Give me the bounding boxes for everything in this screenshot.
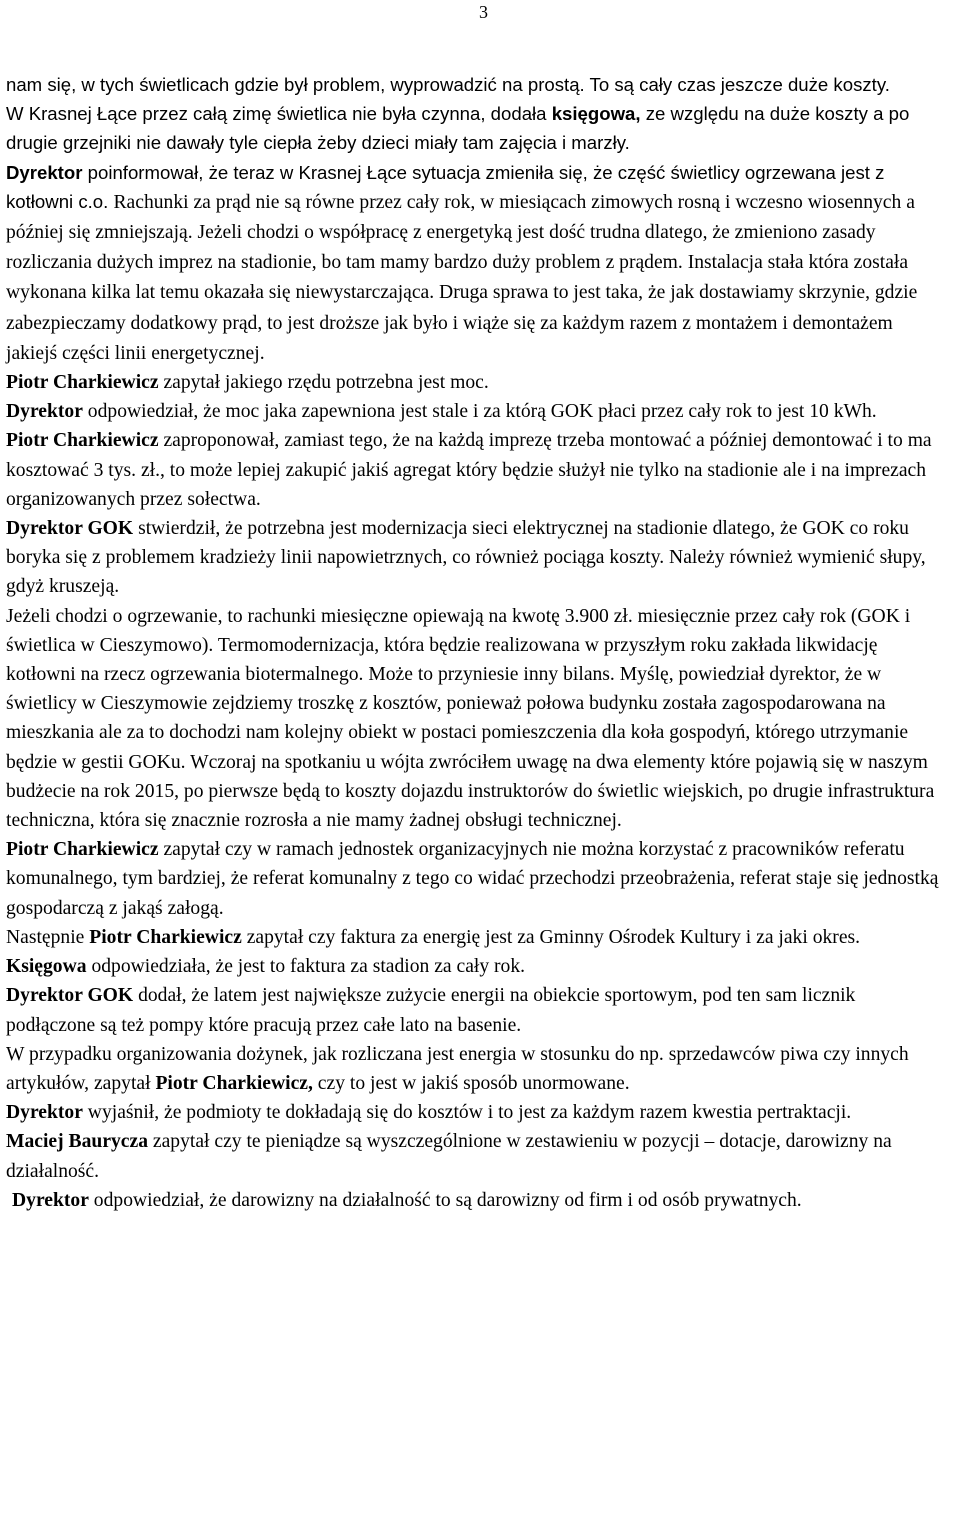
paragraph-text: Następnie bbox=[6, 926, 90, 948]
speaker-name: Maciej Baurycza bbox=[6, 1131, 148, 1153]
paragraph bbox=[6, 923, 948, 952]
paragraph bbox=[6, 1098, 948, 1127]
paragraph bbox=[6, 368, 948, 397]
paragraph bbox=[6, 1186, 948, 1215]
paragraph-text: zaproponował, zamiast tego, że na każdą imprezę trzeba montować a później demontować i to ma kosztować 3 tys. zł., to może lepiej zakupić jakiś agregat który będzie służył nie tylko na stadionie ale i na imprezach organizowanych przez sołectwa. bbox=[6, 430, 932, 510]
paragraph-text: poinformował, że teraz w Krasnej Łące sytuacja zmieniła się, że część świetlicy ogrzewana jest z kotłowni c.o. bbox=[6, 161, 885, 212]
speaker-name: Piotr Charkiewicz bbox=[6, 430, 159, 452]
speaker-name: Dyrektor bbox=[6, 1102, 83, 1124]
paragraph bbox=[6, 397, 948, 426]
speaker-name: Piotr Charkiewicz bbox=[6, 839, 159, 861]
speaker-name: Dyrektor GOK bbox=[6, 985, 134, 1007]
paragraph-text: odpowiedział, że darowizny na działalność to są darowizny od firm i od osób prywatnych. bbox=[88, 1189, 802, 1211]
paragraph-text: Jeżeli chodzi o ogrzewanie, to rachunki miesięczne opiewają na kwotę 3.900 zł. miesięcznie przez cały rok (GOK i świetlica w Cieszymowo). Termomodernizacja, która będzie realizowana w przyszłym roku zakłada likwidację kotłowni na rzecz ogrzewania biotermalnego. Może to przyniesie inny bilans. Myślę, powiedział dyrektor, że w świetlicy w Cieszymowie zejdziemy troszkę z kosztów, ponieważ połowa budynku została zagospodarowana na mieszkania ale za to dochodzi nam kolejny obiekt w postaci pomieszczenia dla koła gospodyń, którego utrzymanie będzie w gestii GOKu. Wczoraj na spotkaniu u wójta zwróciłem uwagę na dwa elementy które pojawią się w naszym budżecie na rok 2015, po pierwsze będą to koszty dojazdu instruktorów do świetlic wiejskich, po drugie infrastruktura techniczna, która się znacznie rozrosła a nie mamy żadnej obsługi technicznej. bbox=[6, 605, 935, 832]
paragraph-text: odpowiedziała, że jest to faktura za stadion za cały rok. bbox=[86, 956, 526, 978]
paragraph-text: zapytał jakiego rzędu potrzebna jest moc. bbox=[158, 372, 489, 394]
paragraph bbox=[6, 158, 948, 368]
paragraph bbox=[6, 602, 948, 836]
paragraph bbox=[6, 70, 948, 99]
paragraph bbox=[6, 981, 948, 1039]
paragraph bbox=[6, 835, 948, 923]
paragraph-text: W przypadku organizowania dożynek, jak rozliczana jest energia w stosunku do np. sprzedawców piwa czy innych artykułów, zapytał bbox=[6, 1043, 909, 1094]
speaker-name: Piotr Charkiewicz, bbox=[155, 1072, 313, 1094]
paragraph-text: zapytał czy te pieniądze są wyszczególnione w zestawieniu w pozycji – dotacje, darowizny na działalność. bbox=[6, 1131, 892, 1182]
paragraph bbox=[6, 426, 948, 514]
page-number: 3 bbox=[479, 2, 488, 22]
paragraph-text: Rachunki za prąd nie są równe przez cały rok, w miesiącach zimowych rosną i wczesno wiosennych a później się zmniejszają. Jeżeli chodzi o współpracę z energetyką jest dość trudna dlatego, że zmieniono zasady rozliczania dużych imprez na stadionie, bo tam mamy bardzo duży problem z prądem. Instalacja stała która została wykonana kilka lat temu okazała się niewystarczająca. Druga sprawa to jest taka, że jak dostawiamy skrzynie, gdzie zabezpieczamy dodatkowy prąd, to jest droższe jak było i wiąże się za każdym razem z montażem i demontażem jakiejś części linii energetycznej. bbox=[6, 191, 918, 364]
paragraph-text: wyjaśnił, że podmioty te dokładają się do kosztów i to jest za każdym razem kwestia pertraktacji. bbox=[82, 1102, 852, 1124]
speaker-name: Księgowa bbox=[6, 956, 87, 978]
paragraph bbox=[6, 952, 948, 981]
speaker-name: Dyrektor bbox=[6, 161, 83, 183]
paragraph bbox=[6, 1127, 948, 1185]
paragraph-text: dodał, że latem jest największe zużycie energii na obiekcie sportowym, pod ten sam licznik podłączone są też pompy które pracują przez całe lato na basenie. bbox=[6, 985, 856, 1036]
paragraph bbox=[6, 514, 948, 602]
paragraph-text: ze względu na duże koszty a po drugie grzejniki nie dawały tyle ciepła żeby dzieci miały tam zajęcia i marzły. bbox=[6, 103, 910, 154]
speaker-name: Dyrektor bbox=[12, 1189, 89, 1211]
speaker-name: Dyrektor GOK bbox=[6, 518, 134, 540]
speaker-name: Dyrektor bbox=[6, 401, 83, 423]
paragraph bbox=[6, 1040, 948, 1098]
paragraph bbox=[6, 99, 948, 157]
document-body bbox=[6, 70, 948, 1215]
paragraph-text: nam się, w tych świetlicach gdzie był problem, wyprowadzić na prostą. To są cały czas jeszcze duże koszty. bbox=[6, 74, 890, 95]
paragraph-text: zapytał czy w ramach jednostek organizacyjnych nie można korzystać z pracowników referatu komunalnego, tym bardziej, że referat komunalny z tego co widać przechodzi przeobrażenia, referat staje się jednostką gospodarczą z jakąś załogą. bbox=[6, 839, 939, 919]
paragraph-text: zapytał czy faktura za energię jest za Gminny Ośrodek Kultury i za jaki okres. bbox=[241, 926, 861, 948]
paragraph-text: W Krasnej Łące przez całą zimę świetlica nie była czynna, dodała bbox=[6, 103, 552, 125]
speaker-name: Piotr Charkiewicz bbox=[89, 926, 242, 948]
speaker-name: księgowa, bbox=[551, 103, 641, 125]
paragraph-text: odpowiedział, że moc jaka zapewniona jest stale i za którą GOK płaci przez cały rok to jest 10 kWh. bbox=[82, 401, 877, 423]
speaker-name: Piotr Charkiewicz bbox=[6, 372, 159, 394]
paragraph-text: stwierdził, że potrzebna jest modernizacja sieci elektrycznej na stadionie dlatego, że GOK co roku boryka się z problemem kradzieży linii napowietrznych, co również pociąga koszty. Należy również wymienić słupy, gdyż kruszeją. bbox=[6, 518, 926, 598]
paragraph-text: czy to jest w jakiś sposób unormowane. bbox=[312, 1072, 630, 1094]
